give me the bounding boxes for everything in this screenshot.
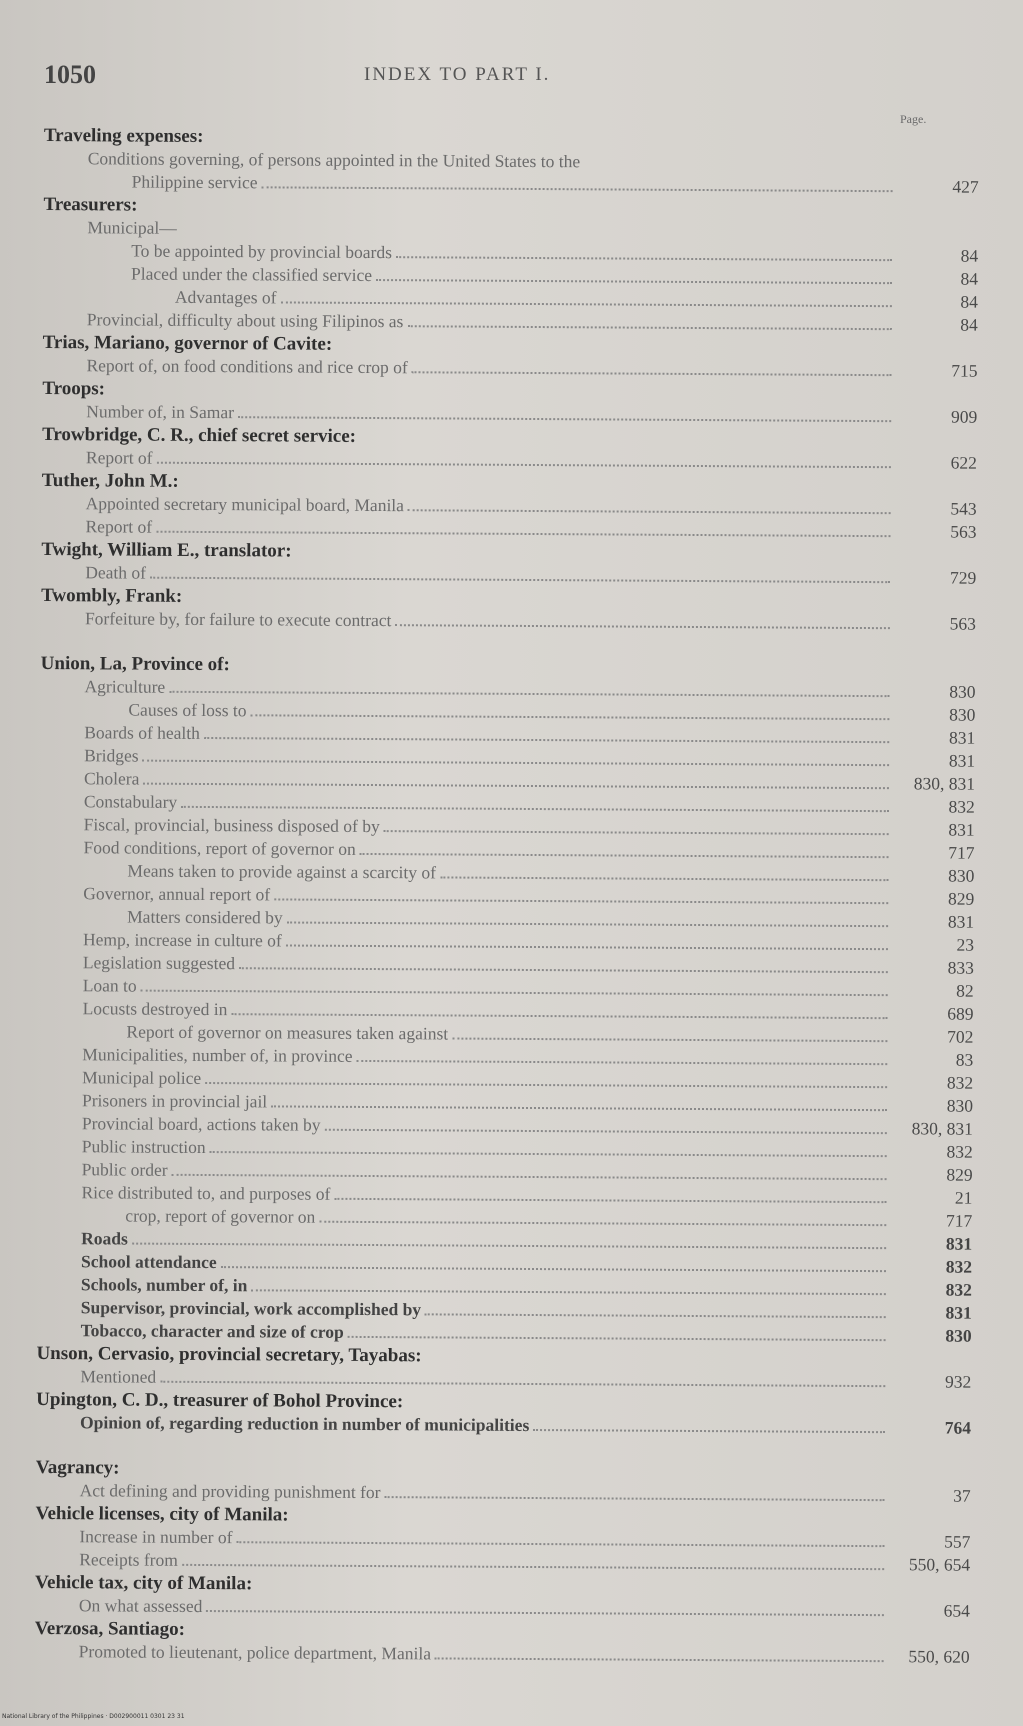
subentry-text: Forfeiture by, for failure to execute contract (84, 608, 392, 631)
page-reference: 84 (960, 245, 979, 266)
leader-dots (156, 531, 890, 537)
leader-dots (412, 371, 892, 376)
subentry-text: Report of (85, 516, 153, 537)
index-heading: Troops: (42, 377, 106, 400)
page-reference: 729 (949, 567, 977, 588)
page-number: 1050 (44, 60, 96, 89)
subentry-text: Philippine service (131, 171, 258, 193)
index-entry (44, 124, 979, 199)
page-reference: 764 (944, 1417, 972, 1438)
leader-dots (384, 1496, 884, 1501)
subentry-text: Means taken to provide against a scarcity of (127, 860, 437, 883)
index-heading: Twight, William E., translator: (41, 538, 292, 562)
subentry-text: Opinion of, regarding reduction in number of municipalities (80, 1412, 530, 1435)
index-entry (36, 1388, 971, 1440)
page-reference: 830 (945, 1325, 972, 1346)
subentry-text: Constabulary (83, 791, 178, 812)
subentry-text: Municipal— (87, 217, 177, 238)
subentry-text: Receipts from (79, 1549, 178, 1570)
page-reference: 717 (946, 1210, 973, 1231)
index-heading: Tuther, John M.: (41, 469, 179, 492)
leader-dots (182, 1564, 884, 1570)
leader-dots (251, 1289, 886, 1295)
index-entry (42, 331, 977, 383)
leader-dots (221, 1266, 886, 1272)
subentry-text: Cholera (83, 768, 140, 789)
index-heading: Trowbridge, C. R., chief secret service: (42, 423, 357, 447)
leader-dots (348, 1336, 886, 1341)
subentry-text: Placed under the classified service (131, 263, 373, 286)
leader-dots (286, 944, 888, 950)
subentry-text: Matters considered by (127, 906, 283, 928)
page-reference: 715 (951, 360, 978, 381)
page-reference: 717 (948, 842, 975, 863)
page-reference: 832 (946, 1141, 973, 1162)
leader-dots (205, 1082, 887, 1088)
subentry-text: School attendance (80, 1251, 217, 1273)
leader-dots (425, 1313, 886, 1318)
leader-dots (376, 279, 892, 284)
leader-dots (206, 1610, 884, 1616)
page-reference: 833 (947, 957, 974, 978)
index-entry (35, 1571, 970, 1623)
subentry-text: Boards of health (84, 722, 201, 743)
page-column-label: Page. (900, 112, 927, 126)
subentry-text: Death of (85, 562, 147, 583)
page-reference: 831 (945, 1233, 973, 1254)
page-reference: 830, 831 (913, 773, 976, 794)
page-reference: 84 (960, 314, 978, 335)
page-reference: 563 (949, 613, 977, 634)
leader-dots (143, 783, 889, 790)
subentry-text: Public order (81, 1159, 168, 1180)
page-reference: 689 (947, 1003, 974, 1024)
subentry-text: Mentioned (80, 1366, 157, 1387)
leader-dots (384, 830, 889, 835)
leader-dots (204, 737, 889, 743)
page-reference: 832 (948, 796, 975, 817)
leader-dots (287, 921, 888, 927)
scan-footer: National Library of the Philippines · D002900011 0301 23 31 (2, 1713, 185, 1720)
page-reference: 932 (945, 1371, 972, 1392)
leader-dots (181, 806, 889, 812)
index-heading: Vehicle licenses, city of Manila: (35, 1502, 289, 1526)
leader-dots (356, 1060, 887, 1065)
page-reference: 622 (950, 452, 978, 473)
page-reference: 829 (947, 888, 975, 909)
page-reference: 832 (945, 1256, 973, 1277)
index-heading: Vehicle tax, city of Manila: (35, 1571, 253, 1595)
subentry-text: Rice distributed to, and purposes of (81, 1182, 331, 1204)
subentry-text: Promoted to lieutenant, police department, Manila (78, 1641, 432, 1664)
index-heading: Vagrancy: (35, 1456, 120, 1479)
index-heading: Unson, Cervasio, provincial secretary, Tayabas: (36, 1342, 422, 1367)
running-title: INDEX TO PART I. (364, 64, 551, 85)
leader-dots (360, 853, 889, 858)
page-reference: 84 (960, 291, 978, 312)
page-reference: 831 (947, 911, 975, 932)
index-entry (35, 1617, 970, 1669)
index-subentry (35, 1640, 970, 1669)
page-reference: 831 (948, 819, 975, 840)
leader-dots (251, 714, 890, 720)
page-reference: 832 (945, 1279, 972, 1300)
index-heading: Upington, C. D., treasurer of Bohol Province: (36, 1388, 404, 1413)
index-entry (37, 652, 976, 1348)
leader-dots (395, 624, 890, 629)
subentry-text: On what assessed (78, 1595, 203, 1616)
leader-dots (274, 898, 888, 904)
leader-dots (334, 1198, 886, 1203)
subentry-text: Act defining and providing punishment for (79, 1480, 381, 1503)
leader-dots (132, 1243, 886, 1250)
subentry-text: Causes of loss to (128, 699, 247, 721)
page-reference: 427 (952, 176, 979, 197)
index-heading: Treasurers: (43, 193, 138, 216)
subentry-text: Report of governor on measures taken against (126, 1021, 449, 1044)
index-entry (41, 538, 976, 590)
page-reference: 831 (948, 750, 976, 771)
subentry-text: Governor, annual report of (83, 883, 271, 905)
leader-dots (169, 691, 889, 697)
page-header (44, 60, 979, 90)
page-reference: 83 (955, 1049, 974, 1070)
subentry-text: To be appointed by provincial boards (131, 240, 393, 263)
subentry-text: Loan to (82, 975, 137, 996)
page-reference: 82 (956, 980, 974, 1001)
subentry-text: crop, report of governor on (125, 1205, 316, 1227)
leader-dots (141, 990, 888, 997)
subentry-text: Legislation suggested (82, 952, 236, 974)
subentry-text: Public instruction (81, 1136, 206, 1158)
page-reference: 37 (953, 1485, 971, 1506)
leader-dots (210, 1151, 887, 1157)
subentry-text: Report of, on food conditions and rice crop of (86, 355, 408, 378)
leader-dots (236, 1541, 884, 1547)
page-reference: 830 (946, 1095, 974, 1116)
subentry-text: Conditions governing, of persons appointed in the United States to the (87, 148, 581, 172)
subentry-text: Number of, in Samar (86, 401, 235, 423)
page-reference: 654 (943, 1600, 970, 1621)
page-reference: 909 (950, 406, 978, 427)
leader-dots (533, 1429, 885, 1433)
leader-dots (157, 462, 891, 468)
index-entry (36, 1342, 971, 1394)
subentry-text: Fiscal, provincial, business disposed of by (83, 814, 380, 837)
subentry-text: Provincial board, actions taken by (81, 1113, 321, 1135)
index-heading: Union, La, Province of: (40, 652, 230, 676)
leader-dots (324, 1129, 886, 1134)
index-heading: Verzosa, Santiago: (34, 1617, 186, 1640)
index-heading: Trias, Mariano, governor of Cavite: (42, 331, 333, 355)
page-reference: 550, 620 (908, 1646, 970, 1667)
leader-dots (239, 967, 888, 973)
leader-dots (172, 1174, 887, 1180)
index-list (35, 124, 979, 1669)
page-reference: 831 (945, 1302, 972, 1323)
page-reference: 830 (949, 681, 976, 702)
index-entry (41, 584, 976, 636)
leader-dots (262, 186, 893, 192)
index-entry (42, 423, 977, 475)
subentry-text: Hemp, increase in culture of (82, 929, 282, 951)
leader-dots (231, 1013, 887, 1019)
subentry-text: Municipalities, number of, in province (82, 1044, 353, 1066)
subentry-text: Food conditions, report of governor on (83, 837, 356, 859)
subentry-text: Supervisor, provincial, work accomplished by (80, 1297, 422, 1320)
leader-dots (143, 760, 890, 767)
subentry-text: Locusts destroyed in (82, 998, 228, 1020)
subentry-text: Appointed secretary municipal board, Manila (85, 493, 405, 516)
leader-dots (150, 577, 890, 584)
index-heading: Traveling expenses: (43, 124, 204, 147)
page-reference: 832 (946, 1072, 974, 1093)
leader-dots (271, 1105, 887, 1111)
subentry-text: Roads (81, 1228, 128, 1249)
subentry-text: Report of (85, 447, 153, 468)
page-reference: 702 (947, 1026, 974, 1047)
subentry-text: Prisoners in provincial jail (81, 1090, 268, 1112)
page-reference: 550, 654 (908, 1554, 971, 1575)
page-reference: 563 (950, 521, 977, 542)
subentry-text: Schools, number of, in (80, 1274, 248, 1296)
page-reference: 831 (948, 727, 976, 748)
page-reference: 830, 831 (911, 1118, 973, 1139)
index-heading: Twombly, Frank: (41, 584, 183, 607)
index-entry (43, 193, 979, 337)
page-reference: 830 (948, 865, 975, 886)
leader-dots (319, 1221, 886, 1226)
leader-dots (238, 416, 891, 422)
index-entry (41, 469, 976, 544)
subentry-text: Bridges (84, 745, 139, 766)
index-entry (36, 1456, 971, 1508)
page-reference: 557 (944, 1531, 971, 1552)
page-reference: 543 (950, 498, 977, 519)
subentry-text: Provincial, difficulty about using Filipinos as (86, 309, 404, 332)
page-reference: 830 (949, 704, 976, 725)
subentry-text: Municipal police (82, 1067, 202, 1088)
page-reference: 84 (960, 268, 979, 289)
subentry-text: Tobacco, character and size of crop (80, 1320, 344, 1342)
index-entry (35, 1502, 970, 1577)
leader-dots (435, 1657, 884, 1662)
leader-dots (407, 325, 891, 330)
subentry-text: Advantages of (174, 286, 277, 308)
leader-dots (408, 509, 891, 514)
leader-dots (396, 256, 892, 261)
page-reference: 23 (956, 934, 975, 955)
leader-dots (160, 1381, 885, 1387)
subentry-text: Increase in number of (79, 1526, 233, 1548)
page-reference: 21 (954, 1187, 973, 1208)
leader-dots (452, 1038, 887, 1043)
leader-dots (440, 876, 888, 881)
subentry-text: Agriculture (84, 676, 166, 697)
index-entry (42, 377, 977, 429)
page-reference: 829 (946, 1164, 973, 1185)
leader-dots (280, 301, 891, 307)
